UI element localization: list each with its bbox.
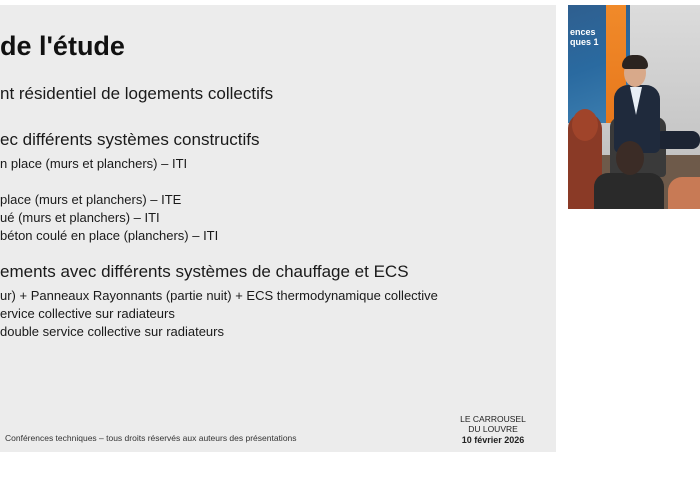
speaker-video[interactable]: [568, 5, 700, 209]
list-item: ur) + Panneaux Rayonnants (partie nuit) + ECS thermodynamique collective: [0, 288, 438, 303]
slide: [0, 5, 556, 452]
speaker-legs: [654, 131, 700, 149]
slide-title: de l'étude: [0, 31, 125, 61]
stage-screen-text: [570, 27, 599, 47]
section-heading-construction: ec différents systèmes constructifs: [0, 130, 260, 149]
list-item: n place (murs et planchers) – ITI: [0, 156, 188, 171]
stage-screen-text-line-1: ences: [570, 27, 596, 37]
venue-line-1: LE CARROUSEL: [460, 414, 526, 424]
audience-member-right: [668, 177, 700, 209]
list-item: ué (murs et planchers) – ITI: [0, 210, 160, 225]
slide-subtitle: nt résidentiel de logements collectifs: [0, 84, 274, 103]
venue-line-2: DU LOUVRE: [468, 424, 518, 434]
list-item: place (murs et planchers) – ITE: [0, 192, 182, 207]
audience-member-left-head: [572, 109, 598, 141]
list-item: double service collective sur radiateurs: [0, 324, 224, 339]
speaker-hair: [622, 55, 648, 69]
venue-block: [446, 414, 540, 445]
section-heading-heating: ements avec différents systèmes de chauffage et ECS: [0, 262, 409, 281]
list-item: ervice collective sur radiateurs: [0, 306, 175, 321]
slide-footer: Conférences techniques – tous droits réservés aux auteurs des présentations: [5, 433, 297, 443]
stage-screen-text-line-2: ques 1: [570, 37, 599, 47]
audience-member-center: [594, 173, 664, 209]
audience-member-center-head: [616, 141, 644, 175]
venue-date: 10 février 2026: [461, 435, 525, 445]
list-item: béton coulé en place (planchers) – ITI: [0, 228, 219, 243]
